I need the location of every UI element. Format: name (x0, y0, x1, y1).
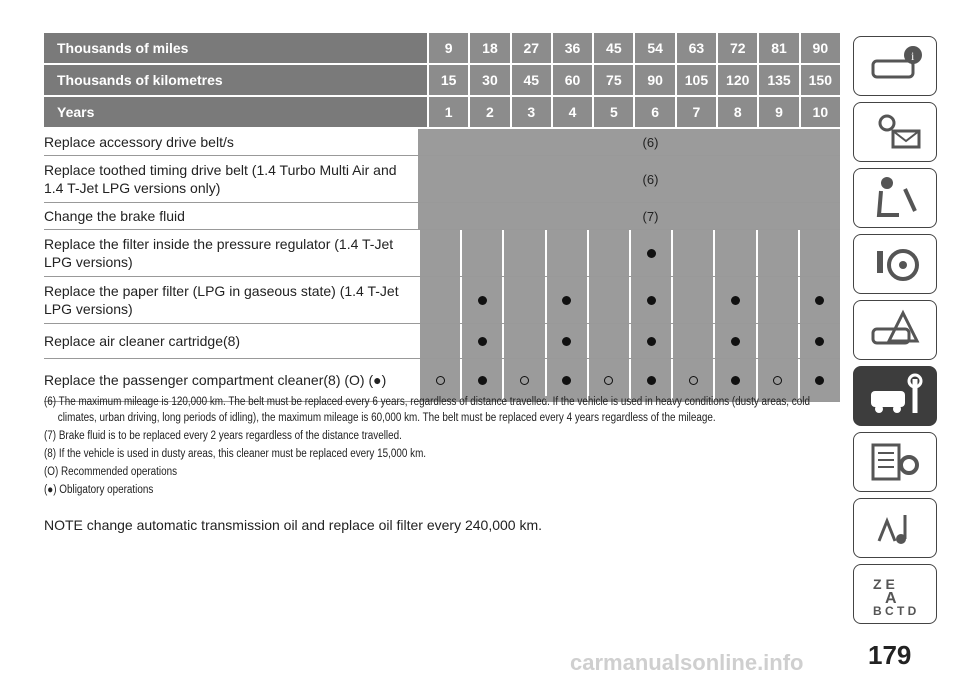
schedule-cell (756, 277, 798, 323)
key-steering-wheel-icon (865, 237, 925, 292)
footnotes (44, 394, 844, 500)
header-value: 15 (427, 65, 468, 95)
alphabet-index-icon (865, 567, 925, 622)
footnote: (7) Brake fluid is to be replaced every 2 years regardless of the distance travelled. (44, 430, 402, 442)
obligatory-dot-icon (815, 296, 824, 305)
footnote: (6) The maximum mileage is 120,000 km. The belt must be replaced every 6 years, regardless of distance travelled. If the vehicle is used in heavy conditions (dusty areas, cold climates, urban driving, long periods of idling), the maximum mileage is 60,000 km. The belt must be replaced every 4 years regardless of the mileage. (44, 396, 810, 424)
table-row (44, 203, 840, 230)
table-row (44, 156, 840, 203)
seat-airbag-icon (865, 171, 925, 226)
table-row (44, 129, 840, 156)
footnote: (8) If the vehicle is used in dusty areas, this cleaner must be replaced every 15,000 km. (44, 448, 427, 460)
header-value: 6 (633, 97, 674, 127)
obligatory-dot-icon (562, 337, 571, 346)
schedule-cell (587, 230, 629, 276)
obligatory-dot-icon (478, 337, 487, 346)
chapter-sidebar (853, 36, 939, 630)
header-value: 75 (592, 65, 633, 95)
obligatory-dot-icon (647, 249, 656, 258)
recommended-circle-icon (604, 376, 613, 385)
schedule-cell (756, 324, 798, 358)
row-note-ref: (6) (418, 129, 840, 155)
header-value: 9 (757, 97, 798, 127)
header-value: 90 (799, 33, 840, 63)
schedule-cell (798, 277, 840, 323)
car-breakdown-icon (865, 303, 925, 358)
chapter-tab[interactable] (853, 498, 937, 558)
schedule-cell (629, 324, 671, 358)
chapter-tab[interactable] (853, 234, 937, 294)
chapter-tab[interactable] (853, 102, 937, 162)
header-value: 7 (675, 97, 716, 127)
header-label: Thousands of miles (44, 33, 427, 63)
header-value: 5 (592, 97, 633, 127)
header-value: 2 (468, 97, 509, 127)
car-wrench-icon (865, 369, 925, 424)
header-value: 150 (799, 65, 840, 95)
row-label: Replace air cleaner cartridge(8) (44, 333, 241, 349)
row-note-ref: (7) (418, 203, 840, 229)
header-value: 27 (510, 33, 551, 63)
header-value: 72 (716, 33, 757, 63)
recommended-circle-icon (773, 376, 782, 385)
warning-lights-mail-icon (865, 105, 925, 160)
obligatory-dot-icon (647, 376, 656, 385)
schedule-cell (713, 277, 755, 323)
checklist-gears-icon (865, 435, 925, 490)
chapter-tab[interactable] (853, 366, 937, 426)
page-number: 179 (868, 640, 912, 670)
schedule-cell (671, 230, 713, 276)
obligatory-dot-icon (731, 376, 740, 385)
schedule-cell (545, 230, 587, 276)
obligatory-dot-icon (815, 376, 824, 385)
header-value: 45 (510, 65, 551, 95)
schedule-cell (545, 324, 587, 358)
schedule-cell (756, 230, 798, 276)
header-value: 90 (633, 65, 674, 95)
header-value: 120 (716, 65, 757, 95)
svg-text:B C T D: B C T D (873, 603, 917, 617)
header-value: 135 (757, 65, 798, 95)
header-value: 4 (551, 97, 592, 127)
table-header-row (44, 65, 840, 95)
schedule-cell (502, 277, 544, 323)
header-value: 36 (551, 33, 592, 63)
schedule-cell (460, 324, 502, 358)
row-label: Replace the passenger compartment cleaner(8) (O) (●) (44, 372, 387, 388)
svg-text:Z E: Z E (873, 575, 895, 592)
chapter-tab[interactable] (853, 564, 937, 624)
svg-text:i: i (911, 48, 915, 63)
chapter-tab[interactable] (853, 36, 937, 96)
obligatory-dot-icon (562, 376, 571, 385)
header-value: 18 (468, 33, 509, 63)
watermark: carmanualsonline.info (570, 650, 804, 675)
table-row (44, 230, 840, 277)
schedule-cell (418, 324, 460, 358)
row-label: Replace accessory drive belt/s (44, 134, 234, 150)
schedule-cell (671, 324, 713, 358)
header-value: 54 (633, 33, 674, 63)
schedule-cell (418, 230, 460, 276)
maintenance-schedule-table (44, 33, 840, 402)
schedule-cell (460, 230, 502, 276)
header-value: 30 (468, 65, 509, 95)
svg-text:A: A (885, 589, 897, 607)
obligatory-dot-icon (478, 296, 487, 305)
table-row (44, 277, 840, 324)
obligatory-dot-icon (731, 296, 740, 305)
chapter-tab[interactable] (853, 300, 937, 360)
footnote: (O) Recommended operations (44, 466, 178, 478)
row-label: Change the brake fluid (44, 208, 185, 224)
row-values (418, 324, 840, 358)
table-row (44, 324, 840, 359)
row-note-ref: (6) (418, 156, 840, 202)
row-label: Replace the paper filter (LPG in gaseous state) (1.4 T-Jet LPG versions) (44, 283, 399, 317)
schedule-cell (671, 277, 713, 323)
row-values (418, 230, 840, 276)
header-value: 9 (427, 33, 468, 63)
table-header-row (44, 33, 840, 63)
obligatory-dot-icon (562, 296, 571, 305)
car-info-icon (865, 39, 925, 94)
header-label: Years (44, 97, 427, 127)
schedule-cell (418, 277, 460, 323)
schedule-cell (502, 324, 544, 358)
header-value: 81 (757, 33, 798, 63)
schedule-cell (460, 277, 502, 323)
schedule-cell (545, 277, 587, 323)
row-label: Replace the filter inside the pressure regulator (1.4 T-Jet LPG versions) (44, 236, 394, 270)
schedule-cell (629, 230, 671, 276)
obligatory-dot-icon (731, 337, 740, 346)
obligatory-dot-icon (647, 337, 656, 346)
chapter-tab[interactable] (853, 432, 937, 492)
schedule-cell (713, 324, 755, 358)
schedule-cell (798, 230, 840, 276)
multimedia-music-icon (865, 501, 925, 556)
final-note: NOTE change automatic transmission oil and replace oil filter every 240,000 km. (44, 517, 543, 533)
chapter-tab[interactable] (853, 168, 937, 228)
schedule-cell (587, 277, 629, 323)
obligatory-dot-icon (647, 296, 656, 305)
header-value: 60 (551, 65, 592, 95)
schedule-cell (502, 230, 544, 276)
header-label: Thousands of kilometres (44, 65, 427, 95)
header-value: 3 (510, 97, 551, 127)
schedule-cell (587, 324, 629, 358)
obligatory-dot-icon (478, 376, 487, 385)
header-value: 45 (592, 33, 633, 63)
row-values (418, 277, 840, 323)
recommended-circle-icon (689, 376, 698, 385)
schedule-cell (629, 277, 671, 323)
header-value: 10 (799, 97, 840, 127)
header-value: 1 (427, 97, 468, 127)
obligatory-dot-icon (815, 337, 824, 346)
header-value: 63 (675, 33, 716, 63)
header-value: 8 (716, 97, 757, 127)
header-value: 105 (675, 65, 716, 95)
footnote: (●) Obligatory operations (44, 484, 154, 496)
schedule-cell (713, 230, 755, 276)
recommended-circle-icon (520, 376, 529, 385)
row-label: Replace toothed timing drive belt (1.4 Turbo Multi Air and 1.4 T-Jet LPG versions only) (44, 162, 397, 196)
table-header-row (44, 97, 840, 127)
recommended-circle-icon (436, 376, 445, 385)
schedule-cell (798, 324, 840, 358)
